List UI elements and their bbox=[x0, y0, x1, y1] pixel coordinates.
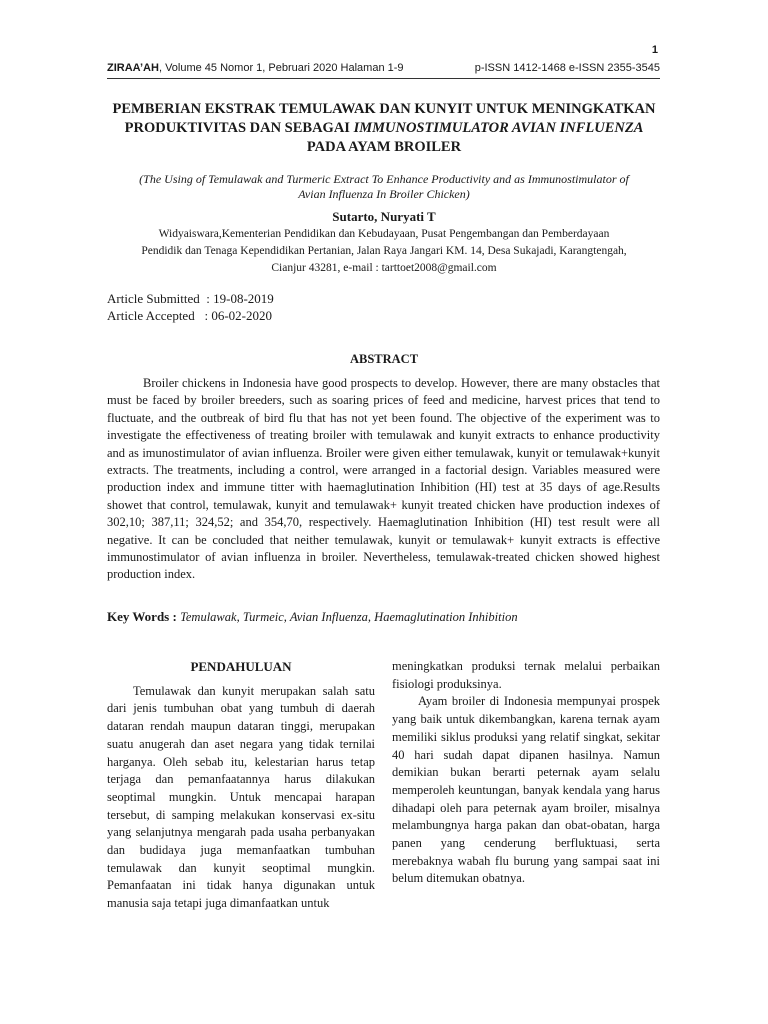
right-column bbox=[392, 658, 660, 888]
intro-paragraph-1-continued: meningkatkan produksi ternak melalui perbaikan fisiologi produksinya. bbox=[392, 659, 660, 691]
date-accepted: Article Accepted : 06-02-2020 bbox=[107, 308, 272, 323]
affiliation bbox=[108, 226, 660, 277]
authors: Sutarto, Nuryati T bbox=[332, 209, 436, 224]
english-title-line-2: Avian Influenza In Broiler Chicken) bbox=[298, 187, 470, 201]
abstract-body: Broiler chickens in Indonesia have good prospects to develop. However, there are many obstacles that must be faced by broiler breeders, such as soaring prices of feed and medicine, harvest prices that tend to fluctuate, and the outbreak of bird flu that has not yet been found. The objective of the experiment was to investigate the effectiveness of treating broiler with temulawak and kunyit extracts to enhance productivity and as imunostimulator of avian influenza. Broiler were given either temulawak, kunyit or temulawak+kunyit extracts. The treatments, including a control, were arranged in a factorial design. Variables measured were production index and immune titter with haemaglutination Inhibition (HI) test at 35 days of age.Results showet that control, temulawak, kunyit and temulawak+ kunyit treated chicken have production indexes of 302,10; 387,11; 324,52; and 354,70, respectively. Haemaglutination Inhibition (HI) test result were all negative. It can be concluded that neither temulawak, kunyit or temulawak+ kunyit extracts is effective immunostimulator of avian influenza in broiler. Nevertheless, temulawak-treated chicken showed highest production index. bbox=[107, 376, 660, 582]
journal-citation bbox=[107, 62, 404, 74]
intro-paragraph-1: Temulawak dan kunyit merupakan salah satu dari jenis tumbuhan obat yang tumbuh di daerah dataran rendah maupun dataran tinggi, merupakan suatu anugerah dan aset negara yang tidak ternilai harganya. Oleh sebab itu, kelestarian harus tetap terjaga dan pemanfaatannya harus dilakukan seoptimal mungkin. Untuk mencapai harapan tersebut, di samping melakukan konservasi ex-situ yang selanjutnya mengarah pada usaha perbanyakan dan budidaya juga memanfaatkan tumbuhan temulawak dan kunyit seoptimal mungkin. Pemanfaatan ini tidak hanya digunakan untuk manusia saja tetapi juga dimanfaatkan untuk bbox=[107, 683, 375, 911]
title-line-2-normal: PRODUKTIVITAS DAN SEBAGAI bbox=[124, 120, 354, 136]
intro-paragraph-2: Ayam broiler di Indonesia mempunyai prospek yang baik untuk dikembangkan, karena ternak ayam memiliki siklus produksi yang relatif singkat, sekitar 40 hari sudah dapat dipanen hasilnya. Namun demikian bukan berarti peternak ayam selalu memperoleh keuntungan, banyak kendala yang harus dihadapi oleh para peternak ayam broiler, misalnya melambungnya harga pakan dan obat-obatan, harga panen yang cenderung berfluktuasi, serta merebaknya wabah flu burung yang sampai saat ini belum ditemukan obatnya. bbox=[392, 694, 660, 886]
keywords-text: Temulawak, Turmeic, Avian Influenza, Haemaglutination Inhibition bbox=[180, 610, 518, 624]
abstract-heading: ABSTRACT bbox=[349, 352, 419, 366]
affiliation-line-2: Pendidik dan Tenaga Kependidikan Pertanian, Jalan Raya Jangari KM. 14, Desa Sukajadi, Karangtengah, bbox=[141, 245, 627, 257]
page-number: 1 bbox=[651, 44, 658, 56]
keywords bbox=[107, 609, 660, 625]
title-line-1: PEMBERIAN EKSTRAK TEMULAWAK DAN KUNYIT UNTUK MENINGKATKAN bbox=[112, 101, 656, 117]
affiliation-line-1: Widyaiswara,Kementerian Pendidikan dan Kebudayaan, Pusat Pengembangan dan Pemberdayaan bbox=[158, 228, 610, 240]
date-submitted: Article Submitted : 19-08-2019 bbox=[107, 291, 274, 306]
left-column bbox=[107, 656, 375, 913]
title-line-3: PADA AYAM BROILER bbox=[306, 139, 462, 155]
keywords-label: Key Words : bbox=[107, 609, 181, 624]
english-title bbox=[108, 172, 660, 202]
section-heading-pendahuluan: PENDAHULUAN bbox=[190, 659, 292, 674]
running-head bbox=[107, 62, 660, 79]
article-title bbox=[100, 100, 668, 157]
title-line-2 bbox=[100, 119, 668, 138]
journal-name: ZIRAA’AH bbox=[107, 62, 159, 74]
title-line-2-italic: IMMUNOSTIMULATOR AVIAN INFLUENZA bbox=[353, 120, 644, 136]
issn: p-ISSN 1412-1468 e-ISSN 2355-3545 bbox=[474, 62, 660, 74]
affiliation-line-3: Cianjur 43281, e-mail : tarttoet2008@gmail.com bbox=[271, 262, 497, 274]
english-title-line-1: (The Using of Temulawak and Turmeric Extract To Enhance Productivity and as Immunostimulator of bbox=[139, 172, 629, 186]
volume-info: , Volume 45 Nomor 1, Pebruari 2020 Halaman 1-9 bbox=[158, 62, 404, 74]
article-dates bbox=[107, 290, 274, 324]
